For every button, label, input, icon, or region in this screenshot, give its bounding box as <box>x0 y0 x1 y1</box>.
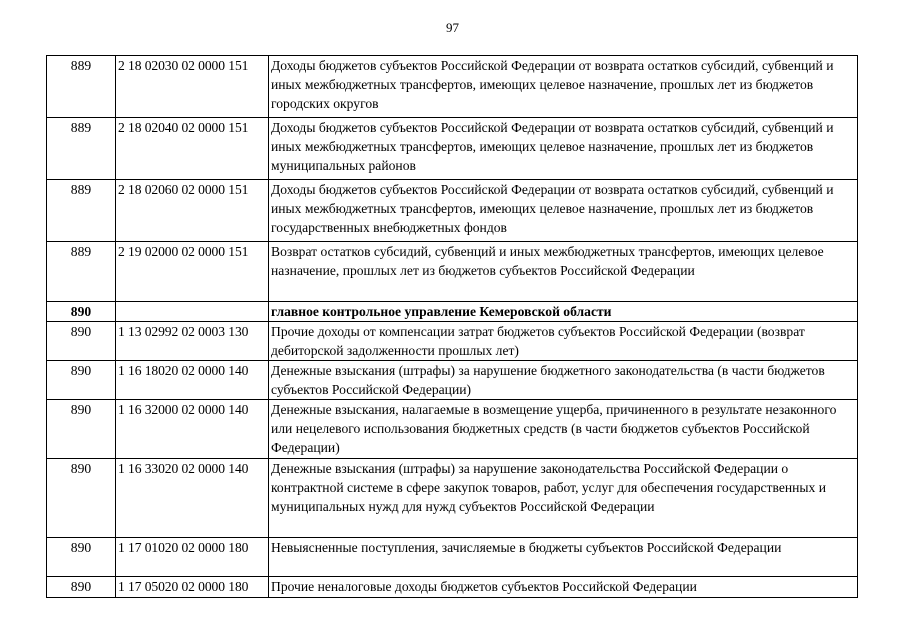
page-number: 97 <box>446 20 459 35</box>
income-code-cell: 1 17 01020 02 0000 180 <box>116 538 269 577</box>
income-name-cell: Денежные взыскания (штрафы) за нарушение законодательства Российской Федерации о контрактной системе в сфере закупок товаров, работ, услуг для обеспечения государственных и муниципальных нужд для нужд субъектов Российской Федерации <box>269 459 858 538</box>
admin-code-cell: 889 <box>47 118 116 180</box>
table-row-section-header <box>47 302 858 322</box>
income-code-cell <box>116 302 269 322</box>
income-name-cell: Доходы бюджетов субъектов Российской Федерации от возврата остатков субсидий, субвенций и иных межбюджетных трансфертов, имеющих целевое назначение, прошлых лет из бюджетов городских округов <box>269 56 858 118</box>
admin-code-cell: 890 <box>47 400 116 459</box>
income-name-cell: Возврат остатков субсидий, субвенций и иных межбюджетных трансфертов, имеющих целевое назначение, прошлых лет из бюджетов субъектов Российской Федерации <box>269 242 858 302</box>
table-row <box>47 56 858 118</box>
income-code-cell: 1 13 02992 02 0003 130 <box>116 322 269 361</box>
income-code-cell: 2 18 02030 02 0000 151 <box>116 56 269 118</box>
admin-code-cell: 889 <box>47 242 116 302</box>
income-name-cell: Денежные взыскания (штрафы) за нарушение бюджетного законодательства (в части бюджетов субъектов Российской Федерации) <box>269 361 858 400</box>
admin-code-cell: 890 <box>47 302 116 322</box>
income-name-cell: Прочие неналоговые доходы бюджетов субъектов Российской Федерации <box>269 577 858 598</box>
income-code-cell: 1 16 18020 02 0000 140 <box>116 361 269 400</box>
table-row <box>47 361 858 400</box>
administrator-name-cell: главное контрольное управление Кемеровской области <box>269 302 858 322</box>
income-code-cell: 1 16 32000 02 0000 140 <box>116 400 269 459</box>
admin-code-cell: 889 <box>47 180 116 242</box>
table-row <box>47 459 858 538</box>
admin-code-cell: 890 <box>47 577 116 598</box>
admin-code-cell: 890 <box>47 459 116 538</box>
admin-code-cell: 890 <box>47 322 116 361</box>
admin-code-cell: 890 <box>47 361 116 400</box>
table-row <box>47 322 858 361</box>
income-code-cell: 2 18 02060 02 0000 151 <box>116 180 269 242</box>
admin-code-cell: 889 <box>47 56 116 118</box>
table-row <box>47 577 858 598</box>
income-code-cell: 2 18 02040 02 0000 151 <box>116 118 269 180</box>
table-row <box>47 180 858 242</box>
table-row <box>47 538 858 577</box>
income-code-cell: 1 16 33020 02 0000 140 <box>116 459 269 538</box>
income-name-cell: Прочие доходы от компенсации затрат бюджетов субъектов Российской Федерации (возврат дебиторской задолженности прошлых лет) <box>269 322 858 361</box>
income-code-cell: 2 19 02000 02 0000 151 <box>116 242 269 302</box>
income-name-cell: Доходы бюджетов субъектов Российской Федерации от возврата остатков субсидий, субвенций и иных межбюджетных трансфертов, имеющих целевое назначение, прошлых лет из бюджетов государственных внебюджетных фондов <box>269 180 858 242</box>
admin-code-cell: 890 <box>47 538 116 577</box>
table-row <box>47 242 858 302</box>
income-name-cell: Невыясненные поступления, зачисляемые в бюджеты субъектов Российской Федерации <box>269 538 858 577</box>
income-name-cell: Доходы бюджетов субъектов Российской Федерации от возврата остатков субсидий, субвенций и иных межбюджетных трансфертов, имеющих целевое назначение, прошлых лет из бюджетов муниципальных районов <box>269 118 858 180</box>
income-name-cell: Денежные взыскания, налагаемые в возмещение ущерба, причиненного в результате незаконного или нецелевого использования бюджетных средств (в части бюджетов субъектов Российской Федерации) <box>269 400 858 459</box>
budget-classification-table <box>46 55 858 598</box>
table-row <box>47 118 858 180</box>
table-row <box>47 400 858 459</box>
income-code-cell: 1 17 05020 02 0000 180 <box>116 577 269 598</box>
